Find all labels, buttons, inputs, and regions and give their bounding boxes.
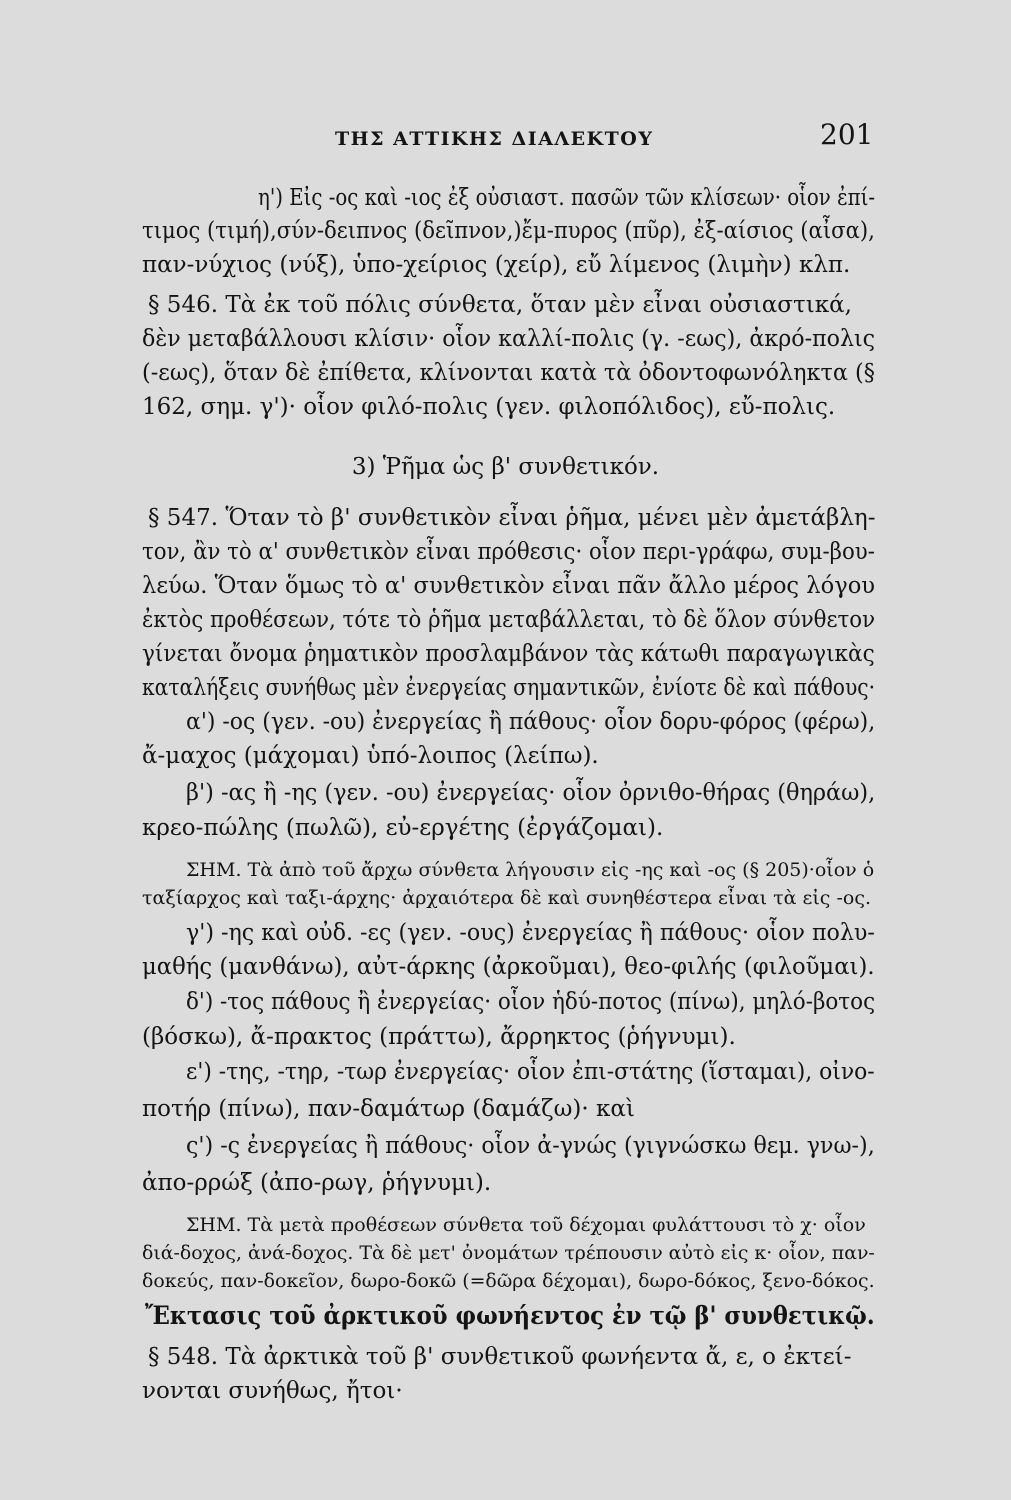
text-line: (βόσκω), ἄ-πρακτος (πράττω), ἄρρηκτος (ῥήγνυμι). <box>142 1024 736 1050</box>
text-line: παν-νύχιος (νύξ), ὑπο-χείριος (χείρ), εὔ λίμενος (λιμὴν) κλπ. <box>142 252 851 278</box>
text-line: α') -ος (γεν. -ου) ἐνεργείας ἢ πάθους· οἷον δορυ-φόρος (φέρω), <box>186 709 876 735</box>
running-title: ΤΗΣ ΑΤΤΙΚΗΣ ΔΙΑΛΕΚΤΟΥ <box>335 128 654 150</box>
note-line: ΣΗΜ. Τὰ μετὰ προθέσεων σύνθετα τοῦ δέχομαι φυλάττουσι τὸ χ· οἷον <box>186 1214 866 1236</box>
running-header <box>0 118 1011 158</box>
section-heading: Ἔκτασις τοῦ ἀρκτικοῦ φωνήεντος ἐν τῷ β' συνθετικῷ. <box>145 1301 875 1330</box>
text-line: ἄ-μαχος (μάχομαι) ὑπό-λοιπος (λείπω). <box>142 743 599 769</box>
text-line: η') Εἰς -ος καὶ -ιος ἐξ οὐσιαστ. πασῶν τῶν κλίσεων· οἷον ἐπί- <box>258 185 876 211</box>
text-line: ποτήρ (πίνω), παν-δαμάτωρ (δαμάζω)· καὶ <box>142 1096 635 1122</box>
text-line: (-εως), ὅταν δὲ ἐπίθετα, κλίνονται κατὰ τὰ ὀδοντοφωνόληκτα (§ <box>142 360 875 386</box>
note-line: ταξίαρχος καὶ ταξι-άρχης· ἀρχαιότερα δὲ καὶ συνηθέστερα εἶναι τὰ εἰς -ος. <box>142 887 872 909</box>
text-line: ἀπο-ρρώξ (ἀπο-ρωγ, ῥήγνυμι). <box>142 1170 492 1196</box>
text-line: δ') -τος πάθους ἢ ἐνεργείας· οἷον ἡδύ-ποτος (πίνω), μηλό-βοτος <box>186 989 876 1015</box>
section-547: § 547. Ὅταν τὸ β' συνθετικὸν εἶναι ῥῆμα, μένει μὲν ἀμετάβλη- <box>148 505 876 531</box>
text-line: νονται συνήθως, ἤτοι· <box>142 1378 403 1404</box>
note-line: δοκεύς, παν-δοκεῖον, δωρο-δοκῶ (=δῶρα δέχομαι), δωρο-δόκος, ξενο-δόκος. <box>142 1270 875 1292</box>
text-line: τον, ἂν τὸ α' συνθετικὸν εἶναι πρόθεσις· οἷον περι-γράφω, συμ-βου- <box>142 539 875 565</box>
text-line: κρεο-πώλης (πωλῶ), εὐ-εργέτης (ἐργάζομαι). <box>142 815 664 841</box>
note-line: ΣΗΜ. Τὰ ἀπὸ τοῦ ἄρχω σύνθετα λήγουσιν εἰς -ης καὶ -ος (§ 205)·οἷον ὁ <box>186 859 875 881</box>
section-546: § 546. Τὰ ἐκ τοῦ πόλις σύνθετα, ὅταν μὲν εἶναι οὐσιαστικά, <box>148 292 852 318</box>
text-line: ς') -ς ἐνεργείας ἢ πάθους· οἷον ἀ-γνώς (γιγνώσκω θεμ. γνω-), <box>186 1133 875 1159</box>
text-line: γ') -ης καὶ οὐδ. -ες (γεν. -ους) ἐνεργείας ἢ πάθους· οἷον πολυ- <box>186 920 875 946</box>
text-line: τιμος (τιμή),σύν-δειπνος (δεῖπνον,)ἔμ-πυρος (πῦρ), ἐξ-αίσιος (αἶσα), <box>142 218 875 244</box>
subsection-heading: 3) Ῥῆμα ὡς β' συνθετικόν. <box>351 454 660 480</box>
page-number: 201 <box>820 118 874 151</box>
text-line: ἐκτὸς προθέσεων, τότε τὸ ῥῆμα μεταβάλλεται, τὸ δὲ ὅλον σύνθετον <box>142 607 876 633</box>
text-line: ε') -της, -τηρ, -τωρ ἐνεργείας· οἷον ἐπι-στάτης (ἵσταμαι), οἰνο- <box>186 1059 875 1085</box>
note-line: διά-δοχος, ἀνά-δοχος. Τὰ δὲ μετ' ὀνομάτων τρέπουσιν αὐτὸ εἰς κ· οἷον, παν- <box>142 1242 875 1264</box>
text-line: καταλήξεις συνήθως μὲν ἐνεργείας σημαντικῶν, ἐνίοτε δὲ καὶ πάθους· <box>142 675 876 701</box>
section-548: § 548. Τὰ ἀρκτικὰ τοῦ β' συνθετικοῦ φωνήεντα ἄ, ε, ο ἐκτεί- <box>148 1344 852 1370</box>
text-line: δὲν μεταβάλλουσι κλίσιν· οἷον καλλί-πολις (γ. -εως), ἀκρό-πολις <box>142 326 876 352</box>
text-line: β') -ας ἢ -ης (γεν. -ου) ἐνεργείας· οἷον ὀρνιθο-θήρας (θηράω), <box>186 780 876 806</box>
text-line: 162, σημ. γ')· οἷον φιλό-πολις (γεν. φιλοπόλιδος), εὔ-πολις. <box>142 394 836 420</box>
text-line: μαθής (μανθάνω), αὐτ-άρκης (ἀρκοῦμαι), θεο-φιλής (φιλοῦμαι). <box>142 954 875 980</box>
text-line: λεύω. Ὅταν ὅμως τὸ α' συνθετικὸν εἶναι πᾶν ἄλλο μέρος λόγου <box>142 573 876 599</box>
text-line: γίνεται ὄνομα ῥηματικὸν προσλαμβάνον τὰς κάτωθι παραγωγικὰς <box>142 641 875 667</box>
